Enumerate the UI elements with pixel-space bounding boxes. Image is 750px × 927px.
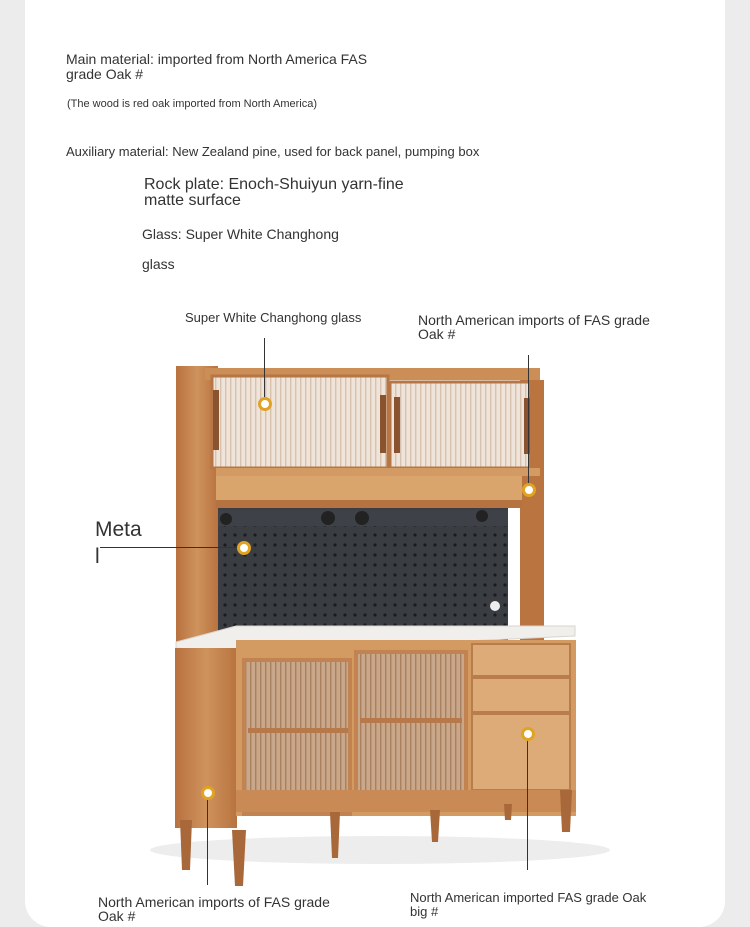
callout-dot-oak-top — [522, 483, 536, 497]
callout-dot-oak-bottom-right — [521, 727, 535, 741]
lower-body-side — [175, 648, 237, 828]
lower-glass-door-right — [356, 652, 466, 806]
callout-line-glass — [264, 338, 265, 400]
rail-knob — [476, 510, 488, 522]
hutch-upper — [176, 366, 544, 642]
door-handle — [213, 390, 219, 450]
cabinet-leg — [180, 820, 192, 870]
door-handle — [380, 395, 386, 453]
rock-plate-text: Rock plate: Enoch-Shuiyun yarn-fine matte surface — [144, 176, 404, 209]
callout-oak-top-label: North American imports of FAS grade Oak # — [418, 312, 650, 342]
callout-oak-bottom-right-label: North American imported FAS grade Oak big # — [410, 890, 647, 919]
rail-knob — [321, 511, 335, 525]
drawer — [472, 714, 570, 790]
main-material-text: Main material: imported from North America FAS grade Oak # — [66, 51, 368, 82]
socket — [490, 601, 500, 611]
inner-shelf — [360, 718, 462, 723]
callout-dot-glass — [258, 397, 272, 411]
hutch-shelf-front — [216, 476, 522, 502]
rail-knob — [355, 511, 369, 525]
drawer — [472, 678, 570, 712]
hutch-shelf-lower — [216, 500, 522, 508]
upper-glass-door-right — [390, 382, 530, 468]
rail-knob — [220, 513, 232, 525]
base-rail — [236, 790, 576, 812]
callout-dot-metal — [237, 541, 251, 555]
callout-line-oak-bottom-left — [207, 795, 208, 885]
floor-shadow — [150, 836, 610, 864]
hutch-shelf — [216, 468, 540, 476]
drawer — [472, 644, 570, 676]
inner-shelf — [248, 728, 348, 733]
cabinet-leg — [504, 804, 512, 820]
upper-glass-door-left — [212, 376, 388, 468]
cabinet-leg — [232, 830, 246, 886]
cabinet-leg — [560, 790, 572, 832]
door-handle — [524, 398, 530, 454]
callout-glass-label: Super White Changhong glass — [185, 310, 362, 325]
callout-line-oak-top — [528, 355, 529, 485]
glass-text-line2: glass — [142, 256, 175, 272]
callout-dot-oak-bottom-left — [201, 786, 215, 800]
main-material-note: (The wood is red oak imported from North America) — [67, 98, 318, 110]
auxiliary-material-text: Auxiliary material: New Zealand pine, used for back panel, pumping box — [66, 144, 480, 159]
door-handle — [394, 397, 400, 453]
callout-line-oak-bottom-right — [527, 736, 528, 870]
callout-metal-label: Meta l — [95, 518, 142, 568]
callout-oak-bottom-left-label: North American imports of FAS grade Oak # — [98, 894, 330, 924]
glass-text-line1: Glass: Super White Changhong — [142, 226, 339, 242]
metal-pegboard — [218, 508, 508, 640]
